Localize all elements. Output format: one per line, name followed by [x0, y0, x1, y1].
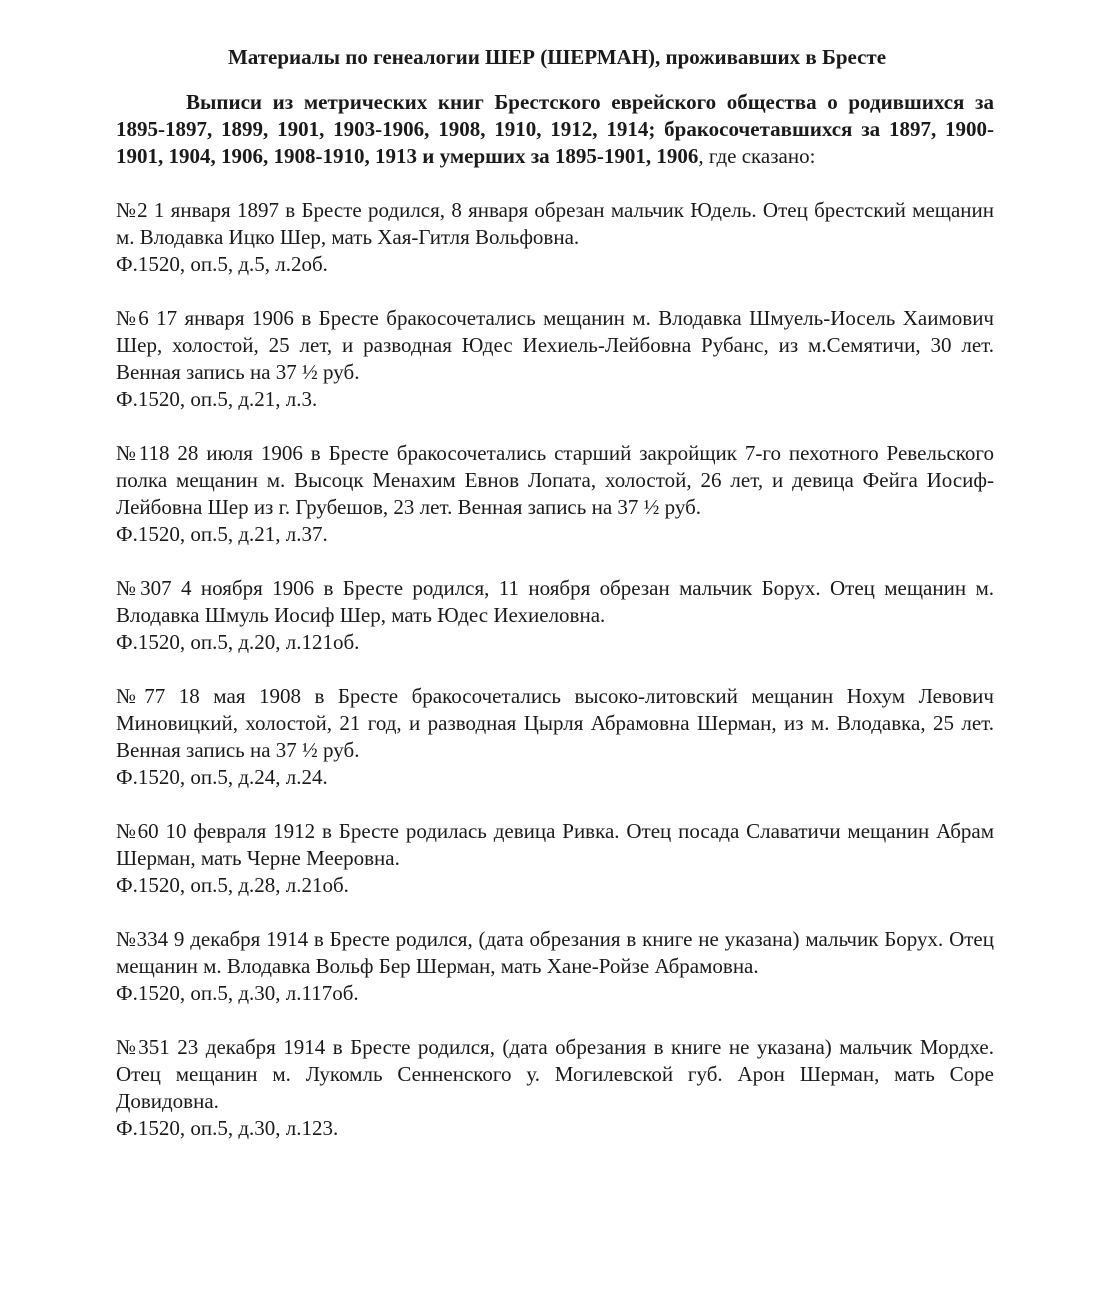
- archive-reference: Ф.1520, оп.5, д.30, л.117об.: [116, 981, 359, 1005]
- intro-bold-text: Выписи из метрических книг Брестского еврейского общества о родившихся за 1895-1897, 1899, 1901, 1903-1906, 1908, 1910, 1912, 1914; бракосочетавшихся за 1897, 1900-1901, 1904, 1906, 1908-1910, 1913 и умерших за 1895-1901, 1906: [116, 90, 994, 168]
- archive-reference: Ф.1520, оп.5, д.21, л.3.: [116, 387, 318, 411]
- document-page: [116, 44, 994, 1142]
- document-title: Материалы по генеалогии ШЕР (ШЕРМАН), проживавших в Бресте: [227, 45, 887, 69]
- archive-reference: Ф.1520, оп.5, д.5, л.2об.: [116, 252, 328, 276]
- record-text: №307 4 ноября 1906 в Бресте родился, 11 ноября обрезан мальчик Борух. Отец мещанин м. Влодавка Шмуль Иосиф Шер, мать Юдес Иехиеловна.: [116, 576, 994, 627]
- record-entry: [116, 575, 994, 656]
- record-entry: [116, 440, 994, 548]
- archive-reference: Ф.1520, оп.5, д.28, л.21об.: [116, 873, 349, 897]
- record-text: №118 28 июля 1906 в Бресте бракосочетались старший закройщик 7-го пехотного Ревельского полка мещанин м. Высоцк Менахим Евнов Лопата, холостой, 26 лет, и девица Фейга Иосиф-Лейбовна Шер из г. Грубешов, 23 лет. Венная запись на 37 ½ руб.: [116, 441, 994, 519]
- record-text: №351 23 декабря 1914 в Бресте родился, (дата обрезания в книге не указана) мальчик Мордхе. Отец мещанин м. Лукомль Сенненского у. Могилевской губ. Арон Шерман, мать Соре Довидовна.: [116, 1035, 994, 1113]
- record-text: №334 9 декабря 1914 в Бресте родился, (дата обрезания в книге не указана) мальчик Борух. Отец мещанин м. Влодавка Вольф Бер Шерман, мать Хане-Ройзе Абрамовна.: [116, 927, 994, 978]
- record-entry: [116, 683, 994, 791]
- intro-rest-text: , где сказано:: [698, 144, 816, 168]
- archive-reference: Ф.1520, оп.5, д.20, л.121об.: [116, 630, 360, 654]
- archive-reference: Ф.1520, оп.5, д.21, л.37.: [116, 522, 328, 546]
- archive-reference: Ф.1520, оп.5, д.24, л.24.: [116, 765, 328, 789]
- record-text: №60 10 февраля 1912 в Бресте родилась девица Ривка. Отец посада Славатичи мещанин Абрам Шерман, мать Черне Мееровна.: [116, 819, 994, 870]
- record-text: №6 17 января 1906 в Бресте бракосочетались мещанин м. Влодавка Шмуель-Иосель Хаимович Шер, холостой, 25 лет, и разводная Юдес Иехиель-Лейбовна Рубанс, из м.Семятичи, 30 лет. Венная запись на 37 ½ руб.: [116, 306, 994, 384]
- record-text: №77 18 мая 1908 в Бресте бракосочетались высоко-литовский мещанин Нохум Левович Миновицкий, холостой, 21 год, и разводная Цырля Абрамовна Шерман, из м. Влодавка, 25 лет. Венная запись на 37 ½ руб.: [116, 684, 994, 762]
- archive-reference: Ф.1520, оп.5, д.30, л.123.: [116, 1116, 339, 1140]
- record-entry: [116, 197, 994, 278]
- record-entry: [116, 926, 994, 1007]
- record-text: №2 1 января 1897 в Бресте родился, 8 января обрезан мальчик Юдель. Отец брестский мещанин м. Влодавка Ицко Шер, мать Хая-Гитля Вольфовна.: [116, 198, 994, 249]
- record-entry: [116, 818, 994, 899]
- record-entry: [116, 1034, 994, 1142]
- record-entry: [116, 305, 994, 413]
- intro-paragraph: [116, 89, 994, 170]
